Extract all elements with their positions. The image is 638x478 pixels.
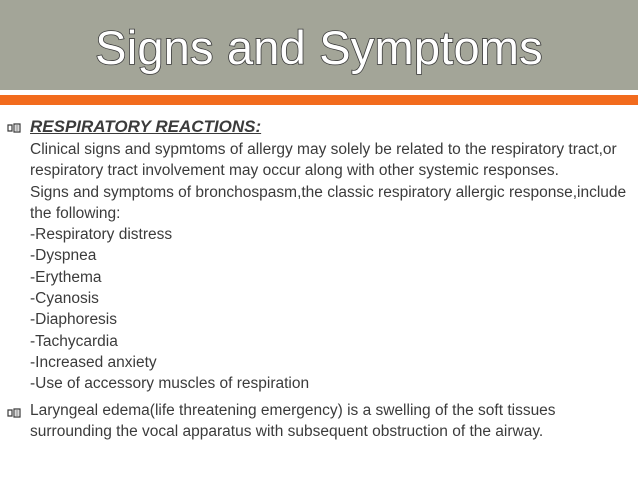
list-item: -Diaphoresis bbox=[30, 311, 118, 329]
list-item: -Increased anxiety bbox=[30, 353, 157, 371]
slide-content bbox=[0, 115, 638, 442]
list-item: -Cyanosis bbox=[30, 290, 99, 308]
slide-title: Signs and Symptoms bbox=[95, 21, 543, 74]
bullet-glyph-icon bbox=[7, 123, 21, 133]
list-item: -Respiratory distress bbox=[30, 226, 173, 244]
section-heading: RESPIRATORY REACTIONS: bbox=[30, 117, 262, 136]
bullet-laryngeal-edema bbox=[0, 400, 638, 443]
intro-paragraph: Clinical signs and sypmtoms of allergy may solely be related to the respiratory tract,or respiratory tract involvement may occur along with other systemic responses. bbox=[30, 141, 617, 180]
laryngeal-edema-text: Laryngeal edema(life threatening emergency) is a swelling of the soft tissues surrounding the vocal apparatus with subsequent obstruction of the airway. bbox=[30, 401, 556, 440]
list-item: -Dyspnea bbox=[30, 247, 97, 265]
list-item: -Erythema bbox=[30, 268, 102, 286]
list-item: -Use of accessory muscles of respiration bbox=[30, 375, 310, 393]
lead-paragraph: Signs and symptoms of bronchospasm,the classic respiratory allergic response,include the following: bbox=[30, 183, 627, 222]
bullet-glyph-icon bbox=[7, 408, 21, 418]
accent-rule bbox=[0, 95, 638, 105]
symptom-list bbox=[30, 224, 632, 394]
bullet-respiratory-reactions bbox=[0, 115, 638, 395]
list-item: -Tachycardia bbox=[30, 332, 118, 350]
